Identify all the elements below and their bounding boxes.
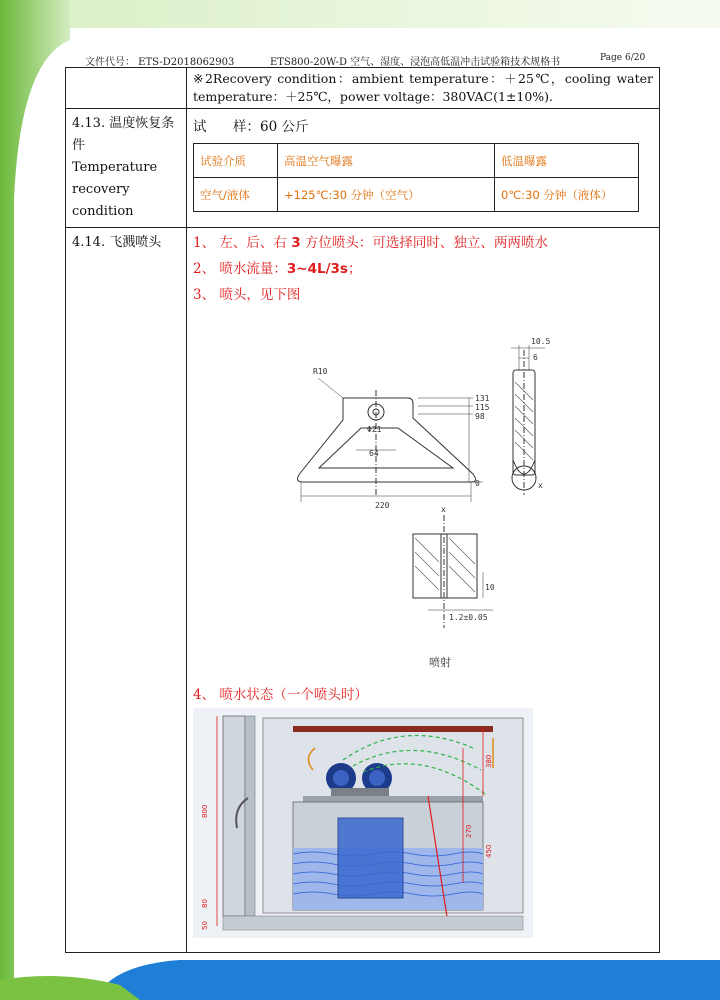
page-header: [65, 50, 660, 68]
document-number: 文件代号： ETS-D2018062903: [85, 57, 235, 68]
left-green-band: [0, 0, 70, 1000]
spec-table: [65, 67, 660, 953]
line-number: 3、: [193, 287, 216, 303]
dim-64: 64: [369, 449, 379, 458]
splash-line-1: [193, 230, 653, 256]
line-number: 2、: [193, 261, 216, 277]
header-low-temp: 低温曝露: [495, 144, 639, 178]
recovery-table: [193, 143, 639, 212]
line-text: 喷水状态（一个喷头时）: [219, 687, 368, 703]
row-label-empty: [66, 68, 187, 109]
bracket-outline: [297, 398, 475, 482]
recovery-table-header: [194, 144, 639, 178]
drawing-caption: 喷射: [429, 656, 451, 669]
spray-state-diagram: [193, 708, 533, 938]
axis-x-side: x: [538, 481, 543, 490]
dim-radius: R10: [313, 367, 328, 376]
nozzle-section-view: [413, 534, 477, 598]
nozzle-technical-drawing: [193, 310, 653, 680]
line-text: 喷水流量：: [219, 261, 287, 277]
dim-1-2: 1.2±0.05: [449, 613, 488, 622]
dim-98: 98: [475, 412, 485, 421]
recovery-table-row: [194, 178, 639, 212]
dim-80: 80: [201, 899, 209, 908]
row-label: [66, 109, 187, 228]
label-en: Temperature recovery condition: [72, 160, 158, 219]
dim-131: 131: [475, 394, 490, 403]
dim-6: 6: [533, 353, 538, 362]
row-recovery-condition: [66, 68, 660, 109]
line-bold: 3~4L/3s: [286, 261, 348, 277]
label-splash: 4.14. 飞溅喷头: [72, 235, 162, 250]
header-high-temp: 高温空气曝露: [278, 144, 495, 178]
cell-low-temp: 0℃:30 分钟（液体）: [495, 178, 639, 212]
dim-220: 220: [375, 501, 390, 510]
line-bold: 3: [291, 235, 301, 251]
dim-0: 0: [475, 479, 480, 488]
line-text: 喷头，见下图: [219, 287, 301, 303]
header-medium: 试验介质: [194, 144, 278, 178]
bracket-inner: [319, 428, 453, 468]
row-content: [187, 109, 660, 228]
line-number: 4、: [193, 687, 216, 703]
splash-line-4: [193, 682, 653, 708]
row-temperature-recovery: [66, 109, 660, 228]
row-content: [187, 68, 660, 109]
splash-line-2: [193, 256, 653, 282]
sample-label-2: 样：: [233, 119, 260, 135]
footer-decoration: [0, 955, 720, 1000]
splash-line-3: [193, 282, 653, 308]
dim-10-5: 10.5: [531, 337, 551, 346]
document-title: ETS800-20W-D 空气、湿度、浸泡高低温冲击试验箱技术规格书: [270, 57, 561, 68]
label-cn: 4.13. 温度恢复条件: [72, 116, 175, 153]
dim-115: 115: [475, 403, 490, 412]
dim-270: 270: [465, 824, 473, 838]
row-splash-nozzle: [66, 228, 660, 953]
line-number: 1、: [193, 235, 216, 251]
dim-800: 800: [201, 804, 209, 818]
line-text: ；: [347, 261, 362, 277]
line-text: 方位喷头：可选择同时、独立、两两喷水: [300, 235, 548, 251]
sample-weight: [193, 115, 653, 135]
axis-x-section: x: [441, 505, 446, 514]
dim-phi: Φ21: [367, 425, 382, 434]
dim-380: 380: [485, 754, 493, 768]
dim-450: 450: [485, 844, 493, 858]
dim-10: 10: [485, 583, 495, 592]
row-content: [187, 228, 660, 953]
page-number: Page 6/20: [600, 53, 646, 63]
recovery-condition-text: ※2Recovery condition：ambient temperature：＋25℃，cooling water temperature：＋25℃，power voltage：380VAC(1±10%).: [193, 71, 653, 104]
line-text: 左、后、右: [219, 235, 292, 251]
cell-medium: 空气/液体: [194, 178, 278, 212]
row-label: [66, 228, 187, 953]
cell-high-temp: +125℃:30 分钟（空气）: [278, 178, 495, 212]
sample-label: 试: [193, 119, 207, 135]
dim-50: 50: [201, 921, 209, 930]
sample-value: 60 公斤: [260, 119, 309, 135]
